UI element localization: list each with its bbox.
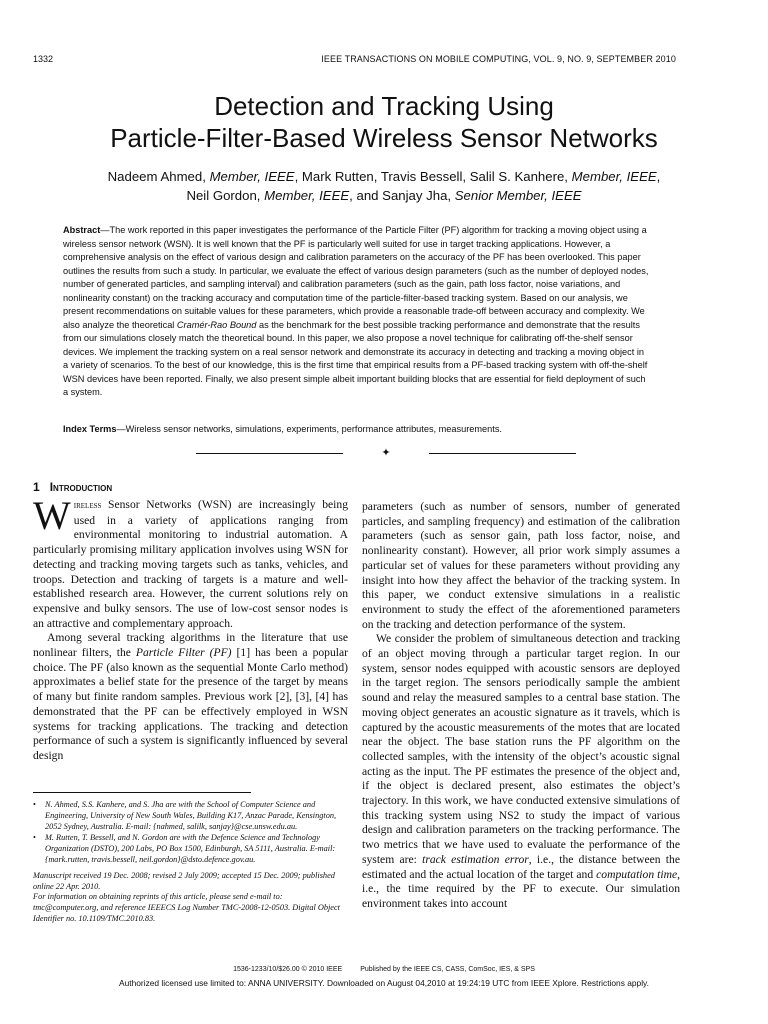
journal-header: IEEE TRANSACTIONS ON MOBILE COMPUTING, VOL. 9, NO. 9, SEPTEMBER 2010 — [321, 54, 676, 64]
author-list — [20, 167, 748, 205]
paragraph — [33, 493, 348, 631]
author-membership: Member, IEEE — [264, 188, 350, 203]
abstract-label: Abstract — [63, 225, 101, 235]
index-terms — [63, 423, 649, 436]
paper-title — [0, 90, 768, 154]
abstract-text: —The work reported in this paper investigates the performance of the Particle Filter (PF) algorithm for tracking a moving object using a wireless sensor network (WSN). It is well known that the PF is particularly well suited for use in target tracking applications. However, a comprehensive analysis on the effect of various design and calibration parameters on the accuracy of the PF has been overlooked. This paper outlines the results from such a study. In particular, we evaluate the effect of various design parameters (such as the number of deployed nodes, number of generated particles, and sampling interval) and calibration parameters (such as the gain, path loss factor, noise variations, and nonlinearity constant) on the tracking accuracy and computation time of the particle-filter-based tracking system. Based on our analysis, we present recommendations on suitable values for these parameters, which provide a reasonable trade-off between accuracy and complexity. We also analyze the theoretical — [63, 225, 649, 330]
footnote-affiliation: • M. Rutten, T. Bessell, and N. Gordon are with the Defence Science and Technology Organization (DSTO), 200 Labs, PO Box 1500, Edinburgh, SA 5111, Australia. E-mail: {mark.rutten, travis.bessell, neil.gordon}@dsto.defence.gov.au. — [33, 833, 349, 865]
italic-term: track estimation error — [422, 852, 529, 866]
author-name: Nadeem Ahmed, — [107, 169, 210, 184]
author-name: , and Sanjay Jha, — [349, 188, 455, 203]
paragraph-text: We consider the problem of simultaneous detection and tracking of an object moving through a particular target region. In our system, sensor nodes equipped with acoustic sensors are deployed in the target region. The sensors periodically sample the ambient sound and relay the measured samples to a central base station. The moving object generates an acoustic signature as it travels, which is captured by the acoustic measurements of the motes that are located near the object. The base station runs the PF algorithm on the collected samples, with the intensity of the object’s acoustic signal acting as the input. The PF estimates the presence of the object and, if the object is declared present, also estimates the object’s trajectory. In this work, we have conducted extensive simulations of this tracking system using NS2 to study the impact of various design and calibration parameters on the tracking performance. The two metrics that we have used to evaluate the performance of the system are: — [362, 632, 680, 866]
paragraph-text: Sensor Networks (WSN) are increasingly being used in a variety of applications ranging from environmental monitoring to industrial automation. A particularly promising military application involves using WSN for detecting and tracking moving targets such as tanks, vehicles, and troops. Detection and tracking of targets is a mature and well-established research area. However, the current solutions rely on expensive and bulky sensors. The use of low-cost sensor nodes is an attractive and complementary approach. — [33, 498, 348, 630]
drop-cap: W — [33, 493, 71, 538]
paragraph: parameters (such as number of sensors, number of generated particles, and sampling frequency) and estimation of the calibration parameters (such as sensor gain, path loss factor, noise, and nonlinearity constant). However, all prior work simply assumes a particular set of values for these parameters without providing any insight into how they affect the behavior of the tracking system. In this paper, we conduct extensive simulations in a realistic environment to study the effect of the aforementioned parameters on the tracking and detection performance of the system. — [362, 500, 680, 631]
text-column-left — [33, 493, 348, 764]
section-heading — [33, 480, 112, 494]
license-footer: Authorized licensed use limited to: ANNA UNIVERSITY. Downloaded on August 04,2010 at 19:24:19 UTC from IEEE Xplore. Restrictions apply. — [119, 978, 649, 988]
paragraph-text: Among several tracking algorithms in the literature that use nonlinear filters, the — [33, 631, 348, 660]
footnote-rule — [33, 792, 251, 793]
section-title: Introduction — [49, 480, 113, 494]
index-terms-label: Index Terms — [63, 424, 117, 434]
author-name: Neil Gordon, — [186, 188, 265, 203]
author-line-2 — [20, 186, 748, 205]
manuscript-dates: Manuscript received 19 Dec. 2008; revised 2 July 2009; accepted 15 Dec. 2009; published online 22 Apr. 2010. — [33, 870, 335, 891]
reprint-info: For information on obtaining reprints of this article, please send e-mail to: tmc@computer.org, and reference IEEECS Log Number TMC-2008-12-0503. Digital Object Identifier no. 10.1109/TMC.2010.83. — [33, 892, 340, 923]
paragraph-text: , i.e., the distance between the estimated and the actual location of the target and — [362, 852, 680, 881]
italic-term: computation time — [596, 867, 678, 881]
author-name: , Mark Rutten, Travis Bessell, Salil S. Kanhere, — [294, 169, 572, 184]
issn-copyright: 1536-1233/10/$26.00 © 2010 IEEE — [233, 966, 343, 973]
section-separator — [196, 447, 576, 459]
footnotes — [33, 800, 349, 925]
title-line-2: Particle-Filter-Based Wireless Sensor Networks — [110, 123, 658, 153]
separator-line-right — [429, 453, 576, 454]
paragraph — [362, 632, 680, 911]
paragraph — [33, 631, 348, 763]
paragraph-text: [1] has been a popular choice. The PF (also known as the sequential Monte Carlo method) approximates a belief state for the presence of the target by means of many but finite random samples. Previous work [2], [3], [4] has demonstrated that the PF can be effectively employed in WSN systems for tracking applications. The tracking and detection performance of such a system is significantly influenced by several design — [33, 646, 348, 762]
author-line-1 — [20, 167, 748, 186]
section-number: 1 — [33, 480, 40, 494]
title-line-1: Detection and Tracking Using — [214, 91, 554, 121]
author-separator: , — [656, 169, 661, 184]
footnote-affiliation: • N. Ahmed, S.S. Kanhere, and S. Jha are with the School of Computer Science and Engineering, University of New South Wales, Building K17, Anzac Parade, Kensington, 2052 Sydney, Australia. E-mail: {nahmed, salilk, sanjay}@cse.unsw.edu.au. — [33, 800, 349, 832]
abstract-italic-term: Cramér-Rao Bound — [176, 319, 257, 330]
author-membership: Member, IEEE — [571, 169, 657, 184]
author-membership: Member, IEEE — [209, 169, 295, 184]
copyright-footer — [0, 966, 768, 973]
publisher-line: Published by the IEEE CS, CASS, ComSoc, IES, & SPS — [360, 966, 535, 973]
abstract — [63, 224, 649, 400]
drop-cap-continuation: ireless — [73, 501, 102, 511]
index-terms-text: —Wireless sensor networks, simulations, experiments, performance attributes, measurements. — [116, 424, 502, 434]
page-number: 1332 — [33, 54, 54, 64]
italic-term: Particle Filter (PF) — [135, 646, 232, 660]
author-membership: Senior Member, IEEE — [454, 188, 582, 203]
paragraph-text: , i.e., the time required by the PF to execute. Our simulation environment takes into account — [362, 867, 680, 910]
text-column-right — [362, 500, 680, 912]
separator-line-left — [196, 453, 343, 454]
abstract-text-cont: as the benchmark for the best possible tracking performance and demonstrate that the results from our simulations closely match the theoretical bound. In this paper, we also propose a novel technique for calibrating off-the-shelf sensor devices. We implement the tracking system on a real sensor network and demonstrate its accuracy in detecting and tracking a moving object in a variety of scenarios. To the best of our knowledge, this is the first time that empirical results from a PF-based tracking system with off-the-shelf WSN devices have been reported. Finally, we also present simple albeit important building blocks that are essential for field deployment of such a system. — [63, 319, 648, 397]
diamond-icon: ✦ — [381, 447, 391, 459]
